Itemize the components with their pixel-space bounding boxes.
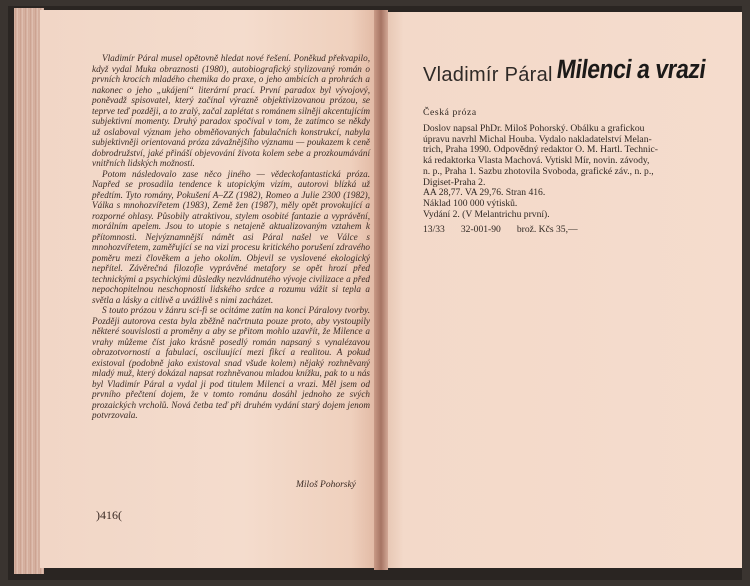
series-name: Česká próza	[423, 107, 477, 118]
colophon-line: Vydání 2. (V Melantrichu první).	[423, 208, 550, 220]
print-code: 32-001-90	[460, 224, 501, 235]
book-title: Milenci a vrazi	[554, 53, 708, 84]
colophon-line: Náklad 100 000 výtisků.	[423, 197, 518, 209]
afterword-text	[92, 53, 370, 421]
colophon	[423, 124, 723, 220]
colophon-line: úpravu navrhl Michal Houba. Vydalo nakladatelství Melan-	[423, 133, 652, 145]
colophon-line: Digiset-Praha 2.	[423, 176, 486, 188]
colophon-line: AA 28,77. VA 29,76. Stran 416.	[423, 187, 546, 199]
afterword-paragraph: Potom následovalo zase něco jiného — vědeckofantastická próza. Napřed se prosadila tendence k utopickým vizím, autorovi blízká už předtím. Tyto romány, Pokušení A–ZZ (1982), Romeo a Julie 2300 (1982), Válka s mnohozvířetem (1983), Země žen (1987), měly opět provokující a rozporné ohlasy. Působily atraktivou, stylem osobité fantazie a vyprávění, morálním apelem. Jsou to utopie s netajeně aktualizovaným vztahem k přítomnosti. Nejvýznamnější námět asi Páral našel ve Válce s mnohozvířetem, zaměřující se na vizi procesu kritického porušení zdravého poměru mezi člověkem a jeho okolím. Objevil se vyslovené ekologický nepřítel. Závěrečná filozofie vyprávěné metafory se opět hrozí před technickými a psychickými důsledky nezvládnutého vývoje civilizace a před nepochopitelnou neschopností lidského srdce a rozumu vážit si tepla a světla a lásky a citlivě a uvážlivě s nimi zacházet.	[92, 168, 370, 305]
print-codes	[423, 224, 723, 235]
colophon-line: Doslov napsal PhDr. Miloš Pohorský. Obálku a grafickou	[423, 123, 645, 134]
colophon-line: n. p., Praha 1. Sazbu zhotovila Svoboda, grafické záv., n. p.,	[423, 165, 654, 177]
afterword-paragraph: Vladimír Páral musel opětovně hledat nové řešení. Poněkud překvapilo, když vydal Muka obraznosti (1980), autobiografický stylizovaný román o prvních krocích mladého chemika do praxe, o jeho ambicích a prohrách a nakonec o jeho „ukájení“ literární prací. První paradox byl vývojový, poněvadž spisovatel, který začínal výrazně objektivizovanou prózou, se teprve teď později, a to zralý, začal zaplétat s románem silněji akcentujícím subjektivní momenty. Druhý paradox spočíval v tom, že zatímco se někdy už oslaboval význam jeho obměňovaných fabulačních konstrukcí, nabyla subjektivněji orientovaná próza závažnějšího významu — poukazem k ceně dobrodružství, jaké přináší objevování života kolem sebe a prozkoumávání vnitřních lidských možností.	[92, 53, 370, 168]
afterword-paragraph: S touto prózou v žánru sci-fi se ocitáme zatím na konci Páralovy tvorby. Později autorova cesta byla zběžně načrtnuta pouze proto, aby vystoupily některé souvislosti a proměny a aby se přitom mohlo uzavřít, že Milence a vrahy můžeme číst jako krásně posedlý román napsaný s vynalézavou obrazotvorností a fabulací, osciluující mezi fikcí a realitou. A pokud existoval (podobně jako existoval snad všude kolem) nějaký rozhněvaný mladý muž, který dokázal napsat rozhněvanou mladou knížku, pak to u nás byl Vladimír Páral a vydal ji pod titulem Milenci a vrazi. Měl jsem od prvního přečtení dojem, že v tomto románu dosáhl jednoho ze svých prozaických vrcholů. Nová četba teď při druhém vydání starý dojem jenom potvrzovala.	[92, 305, 370, 420]
author-name: Vladimír Páral	[423, 64, 553, 86]
print-code: 13/33	[423, 224, 445, 235]
colophon-line: ká redaktorka Vlasta Machová. Vytiskl Mír, novin. závody,	[423, 155, 650, 167]
colophon-line: trich, Praha 1990. Odpovědný redaktor O. M. Hartl. Technic-	[423, 144, 658, 156]
right-page	[382, 12, 742, 568]
price: brož. Kčs 35,—	[516, 224, 578, 235]
afterword-signature: Miloš Pohorský	[296, 480, 356, 490]
page-number: )416(	[96, 508, 122, 522]
book-gutter	[374, 10, 388, 570]
